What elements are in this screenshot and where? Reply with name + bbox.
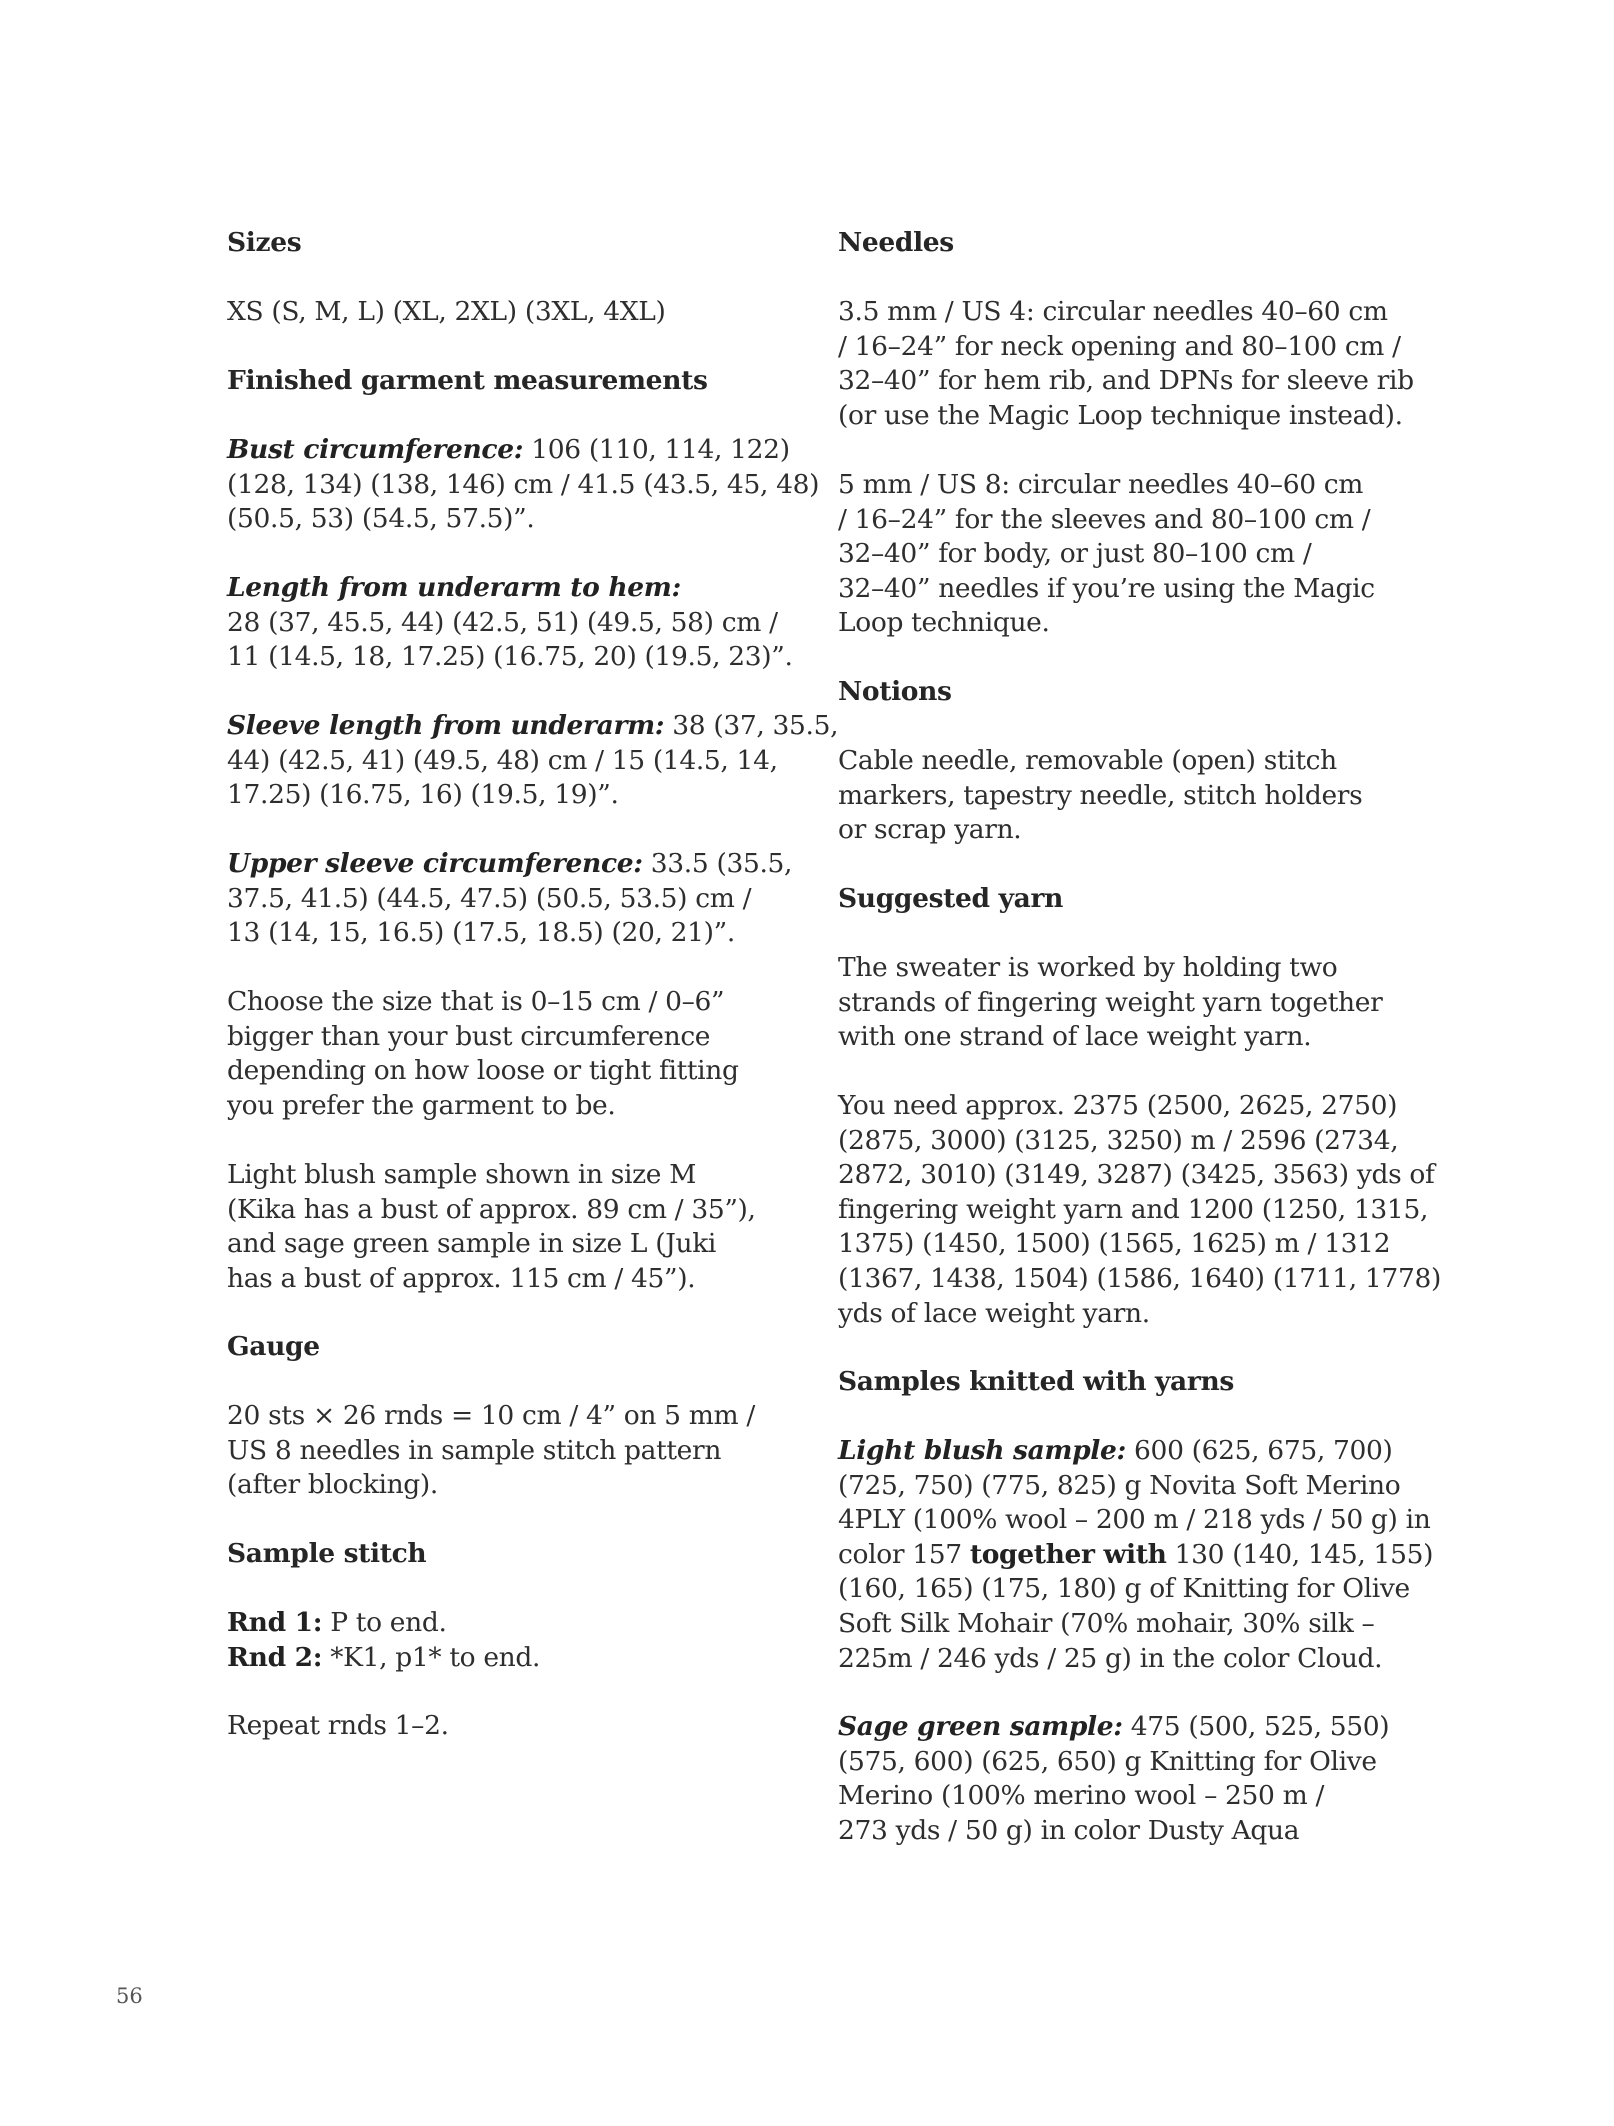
length-label: Length from underarm to hem: [227, 572, 681, 603]
stitch-section [227, 1537, 827, 1572]
length-underarm-hem [227, 571, 827, 675]
need-line-6: (1367, 1438, 1504) (1586, 1640) (1711, 1778) [838, 1262, 1441, 1294]
yarn-heading: Suggested yarn [838, 883, 1063, 914]
sage-line-1: 475 (500, 525, 550) [1122, 1711, 1390, 1742]
choose-line-3: depending on how loose or tight fitting [227, 1055, 739, 1087]
blush-line-3: 4PLY (100% wool – 200 m / 218 yds / 50 g) in [838, 1504, 1431, 1536]
needles-heading: Needles [838, 227, 954, 258]
gauge-line-1: 20 sts × 26 rnds = 10 cm / 4” on 5 mm / [227, 1400, 755, 1431]
gauge-section [227, 1330, 827, 1365]
needles2-line-3: 32–40” for body, or just 80–100 cm / [838, 538, 1312, 570]
sizes-heading: Sizes [227, 227, 302, 258]
gauge-heading: Gauge [227, 1331, 320, 1362]
yarn-amount-paragraph [838, 1089, 1441, 1331]
blush-line-5: (160, 165) (175, 180) g of Knitting for Olive [838, 1573, 1410, 1605]
needles-section [838, 226, 1438, 261]
blush-together-with: together with [969, 1538, 1167, 1570]
sleeve-label: Sleeve length from underarm: [227, 710, 665, 741]
sage-line-3: Merino (100% merino wool – 250 m / [838, 1780, 1325, 1812]
needles2-line-2: / 16–24” for the sleeves and 80–100 cm / [838, 503, 1371, 535]
yarn-line-2: strands of fingering weight yarn together [838, 986, 1383, 1018]
blush-label: Light blush sample: [838, 1435, 1126, 1466]
need-line-3: 2872, 3010) (3149, 3287) (3425, 3563) yds of [838, 1159, 1435, 1191]
blush-line-6: Soft Silk Mohair (70% mohair, 30% silk – [838, 1607, 1375, 1639]
need-line-2: (2875, 3000) (3125, 3250) m / 2596 (2734, [838, 1124, 1399, 1156]
page-number: 56 [116, 1984, 143, 2008]
length-line-1: 28 (37, 45.5, 44) (42.5, 51) (49.5, 58) cm / [227, 606, 778, 638]
length-line-2: 11 (14.5, 18, 17.25) (16.75, 20) (19.5, 23)”. [227, 641, 793, 673]
rnd2-label: Rnd 2: [227, 1641, 323, 1673]
needles1-line-2: / 16–24” for neck opening and 80–100 cm / [838, 330, 1401, 362]
sage-line-2: (575, 600) (625, 650) g Knitting for Olive [838, 1745, 1377, 1777]
choose-line-1: Choose the size that is 0–15 cm / 0–6” [227, 986, 725, 1017]
needles-small-paragraph [838, 295, 1438, 433]
sample-shown-paragraph [227, 1158, 827, 1296]
yarn-line-3: with one strand of lace weight yarn. [838, 1021, 1312, 1053]
sleeve-line-2: 44) (42.5, 41) (49.5, 48) cm / 15 (14.5, 14, [227, 744, 778, 776]
gauge-line-2: US 8 needles in sample stitch pattern [227, 1434, 722, 1466]
yarn-line-1: The sweater is worked by holding two [838, 952, 1338, 983]
notions-section [838, 675, 1438, 710]
upper-line-1: 33.5 (35.5, [642, 848, 793, 879]
yarn-paragraph [838, 951, 1438, 1055]
upper-sleeve-circumference [227, 847, 827, 951]
upper-label: Upper sleeve circumference: [227, 848, 643, 879]
sample-line-1: Light blush sample shown in size M [227, 1159, 696, 1190]
notions-line-3: or scrap yarn. [838, 814, 1022, 846]
sample-line-4: has a bust of approx. 115 cm / 45”). [227, 1262, 696, 1294]
need-line-7: yds of lace weight yarn. [838, 1297, 1150, 1329]
notions-heading: Notions [838, 676, 952, 707]
need-line-1: You need approx. 2375 (2500, 2625, 2750) [838, 1090, 1398, 1121]
sage-line-4: 273 yds / 50 g) in color Dusty Aqua [838, 1814, 1300, 1846]
needles1-line-3: 32–40” for hem rib, and DPNs for sleeve rib [838, 365, 1414, 397]
blush-line-1: 600 (625, 675, 700) [1125, 1435, 1393, 1466]
rnd2-text: *K1, p1* to end. [322, 1641, 541, 1673]
upper-line-3: 13 (14, 15, 16.5) (17.5, 18.5) (20, 21)”. [227, 917, 735, 949]
sage-sample-paragraph [838, 1710, 1438, 1848]
sizes-list [227, 295, 827, 330]
blush-sample-paragraph [838, 1434, 1438, 1676]
rounds-instructions [227, 1606, 827, 1675]
sleeve-line-1: 38 (37, 35.5, [664, 710, 839, 741]
need-line-4: fingering weight yarn and 1200 (1250, 1315, [838, 1193, 1429, 1225]
notions-paragraph [838, 744, 1438, 848]
need-line-5: 1375) (1450, 1500) (1565, 1625) m / 1312 [838, 1228, 1391, 1260]
blush-line-7: 225m / 246 yds / 25 g) in the color Cloud. [838, 1642, 1383, 1674]
samples-heading: Samples knitted with yarns [838, 1366, 1234, 1397]
repeat-text: Repeat rnds 1–2. [227, 1710, 449, 1741]
needles2-line-1: 5 mm / US 8: circular needles 40–60 cm [838, 469, 1364, 500]
sage-label: Sage green sample: [838, 1711, 1123, 1742]
sample-line-3: and sage green sample in size L (Juki [227, 1228, 717, 1260]
bust-line-1: 106 (110, 114, 122) [523, 434, 790, 465]
bust-line-2: (128, 134) (138, 146) cm / 41.5 (43.5, 45, 48) [227, 468, 820, 500]
blush-line-4a: color 157 [838, 1538, 970, 1570]
samples-section [838, 1365, 1438, 1400]
bust-line-3: (50.5, 53) (54.5, 57.5)”. [227, 503, 535, 535]
needles-large-paragraph [838, 468, 1438, 641]
stitch-heading: Sample stitch [227, 1538, 427, 1569]
needles2-line-4: 32–40” needles if you’re using the Magic [838, 572, 1375, 604]
sizes-text: XS (S, M, L) (XL, 2XL) (3XL, 4XL) [227, 296, 666, 327]
notions-line-1: Cable needle, removable (open) stitch [838, 745, 1337, 776]
gauge-line-3: (after blocking). [227, 1469, 438, 1501]
choose-line-2: bigger than your bust circumference [227, 1020, 711, 1052]
measurements-section [227, 364, 827, 399]
notions-line-2: markers, tapestry needle, stitch holders [838, 779, 1363, 811]
choose-size-paragraph [227, 985, 827, 1123]
choose-line-4: you prefer the garment to be. [227, 1089, 616, 1121]
sizes-section [227, 226, 827, 261]
needles2-line-5: Loop technique. [838, 607, 1050, 639]
blush-line-2: (725, 750) (775, 825) g Novita Soft Merino [838, 1469, 1401, 1501]
measurements-heading: Finished garment measurements [227, 365, 708, 396]
needles1-line-4: (or use the Magic Loop technique instead). [838, 399, 1403, 431]
sample-line-2: (Kika has a bust of approx. 89 cm / 35”), [227, 1193, 756, 1225]
blush-line-4c: 130 (140, 145, 155) [1166, 1538, 1434, 1570]
gauge-paragraph [227, 1399, 827, 1503]
repeat-paragraph [227, 1709, 827, 1744]
bust-label: Bust circumference: [227, 434, 524, 465]
yarn-section [838, 882, 1438, 917]
rnd1-text: P to end. [322, 1607, 447, 1638]
bust-circumference [227, 433, 827, 537]
needles1-line-1: 3.5 mm / US 4: circular needles 40–60 cm [838, 296, 1388, 327]
sleeve-line-3: 17.25) (16.75, 16) (19.5, 19)”. [227, 779, 619, 811]
sleeve-length [227, 709, 839, 813]
rnd1-label: Rnd 1: [227, 1607, 323, 1638]
upper-line-2: 37.5, 41.5) (44.5, 47.5) (50.5, 53.5) cm / [227, 882, 752, 914]
